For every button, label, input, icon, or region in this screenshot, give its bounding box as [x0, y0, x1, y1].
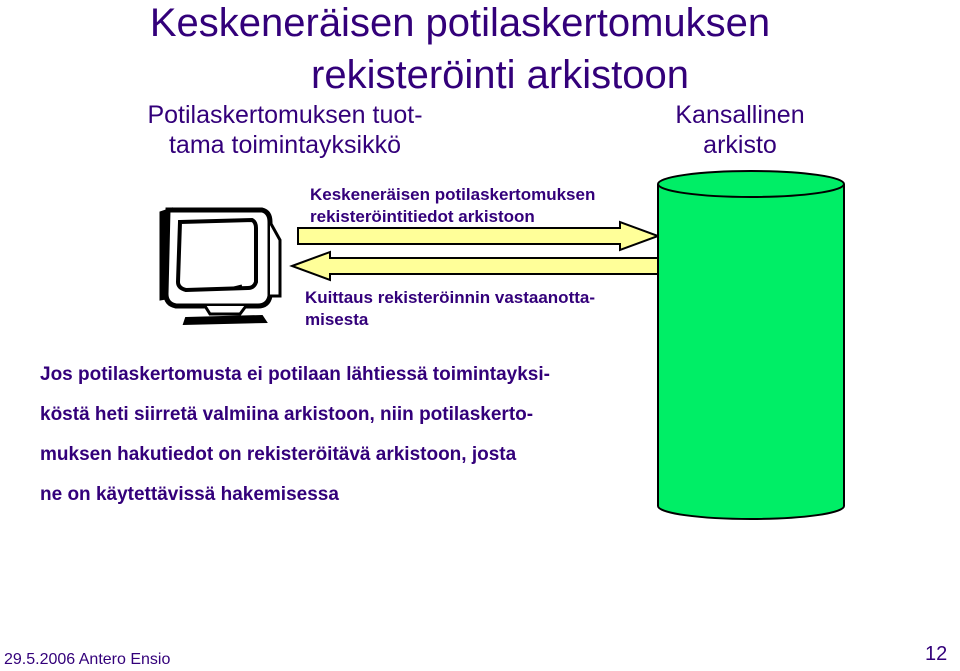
producer-unit-heading-line1: Potilaskertomuksen tuot-: [147, 101, 423, 129]
message-from-archive-line2: misesta: [305, 310, 369, 329]
computer-monitor-icon: [160, 208, 280, 324]
explanation-line2: köstä heti siirretä valmiina arkistoon, niin potilaskerto-: [40, 404, 534, 425]
producer-unit-heading-line2: tama toimintayksikkö: [168, 131, 402, 159]
message-from-archive: [305, 287, 595, 331]
archive-cylinder-icon: [658, 171, 844, 519]
explanation-line1: Jos potilaskertomusta ei potilaan lähtiessä toimintayksi-: [40, 364, 550, 385]
footer-date-author: 29.5.2006 Antero Ensio: [4, 651, 171, 668]
explanation-line3: muksen hakutiedot on rekisteröitävä arkistoon, josta: [40, 444, 517, 465]
explanation-line4: ne on käytettävissä hakemisessa: [40, 484, 339, 505]
national-archive-heading-line2: arkisto: [703, 131, 777, 159]
slide-title-line1: Keskeneräisen potilaskertomuksen: [149, 1, 771, 45]
message-to-archive-line2: rekisteröintitiedot arkistoon: [310, 207, 535, 226]
message-from-archive-line1: Kuittaus rekisteröinnin vastaanotta-: [305, 288, 596, 307]
slide-title-line2: rekisteröinti arkistoon: [311, 53, 689, 97]
page-number: 12: [925, 643, 948, 665]
message-to-archive-line1: Keskeneräisen potilaskertomuksen: [310, 185, 596, 204]
arrow-left-icon: [292, 252, 658, 280]
national-archive-heading-line1: Kansallinen: [675, 101, 805, 129]
message-to-archive: [310, 184, 595, 228]
explanation-paragraph: [40, 355, 660, 515]
